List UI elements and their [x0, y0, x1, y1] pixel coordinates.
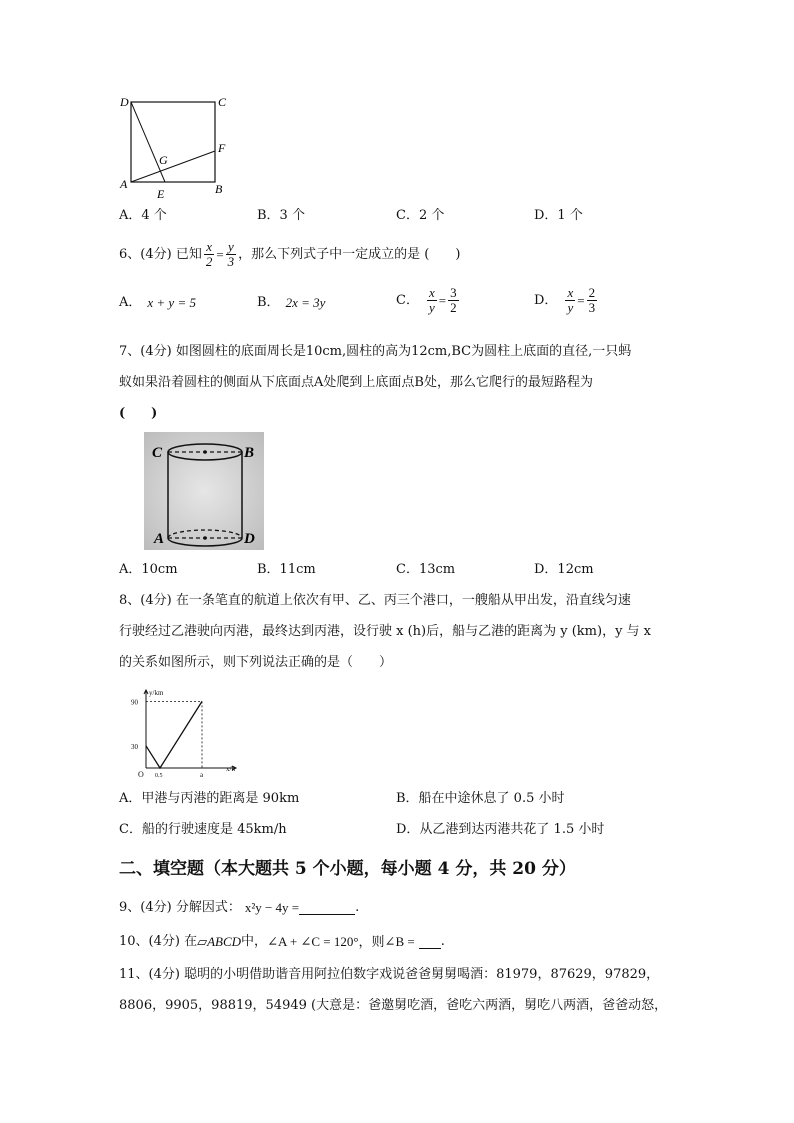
- q5-option-b[interactable]: B．3 个: [257, 208, 305, 223]
- q6-option-a[interactable]: A． x + y = 5: [119, 295, 196, 310]
- cyl-label-A: A: [154, 531, 165, 547]
- q9-stem: 9、(4分) 分解因式： x²y − 4y = .: [119, 900, 360, 915]
- q8-option-a[interactable]: A．甲港与丙港的距离是 90km: [119, 791, 300, 806]
- q8-line-1: 8、(4分) 在一条笔直的航道上依次有甲、乙、丙三个港口，一艘船从甲出发，沿直线匀速: [119, 593, 631, 608]
- label-A: A: [120, 177, 128, 191]
- label-D: D: [120, 95, 129, 109]
- q10-stem: 10、(4分) 在 ▱ABCD 中， ∠A + ∠C = 120°，则∠B = .: [119, 934, 445, 949]
- q7-line-3: ( ): [119, 406, 158, 421]
- q7-line-2: 蚁如果沿着圆柱的侧面从下底面点A处爬到上底面点B处，那么它爬行的最短路程为: [119, 375, 593, 390]
- y-axis-label: y/km: [149, 689, 164, 697]
- q9-answer-blank[interactable]: [299, 902, 355, 915]
- square-figure: [116, 94, 236, 206]
- q7-option-d[interactable]: D．12cm: [534, 562, 594, 577]
- q7-option-b[interactable]: B．11cm: [257, 562, 316, 577]
- q6-stem: 6、(4分) 已知 $\frac{x}{2}$ = $\frac{y}{3}$ ，那么下列式子中一定成立的是 ( ): [119, 239, 461, 269]
- q8-distance-chart: [130, 686, 240, 778]
- q8-line-3: 的关系如图所示，则下列说法正确的是（ ）: [119, 655, 393, 670]
- x-tick-a: a: [200, 771, 204, 778]
- cylinder-figure: [144, 432, 264, 550]
- q7-line-1: 7、(4分) 如图圆柱的底面周长是10cm,圆柱的高为12cm,BC为圆柱上底面的直径,一只蚂: [119, 344, 632, 359]
- q8-option-d[interactable]: D．从乙港到达丙港共花了 1.5 小时: [396, 822, 605, 837]
- q10-answer-blank[interactable]: [419, 936, 441, 949]
- label-E: E: [157, 187, 165, 201]
- q6-option-c[interactable]: C． $\frac{x}{y}$ = $\frac{3}{2}$: [396, 285, 457, 315]
- q11-line-1: 11、(4分) 聪明的小明借助谐音用阿拉伯数字戏说爸爸舅舅喝酒：81979，87629，97829，: [119, 967, 660, 982]
- series-line: [146, 701, 202, 768]
- q6-option-d[interactable]: D． $\frac{x}{y}$ = $\frac{2}{3}$: [534, 285, 596, 315]
- y-tick-30: 30: [131, 742, 138, 751]
- q5-option-c[interactable]: C．2 个: [396, 208, 445, 223]
- label-F: F: [218, 141, 226, 155]
- q7-option-c[interactable]: C．13cm: [396, 562, 456, 577]
- q8-option-c[interactable]: C．船的行驶速度是 45km/h: [119, 822, 287, 837]
- q11-line-2: 8806，9905，98819，54949 (大意是：爸邀舅吃酒，爸吃六两酒，舅吃八两酒，爸爸动怒，: [119, 998, 668, 1013]
- cyl-label-D: D: [244, 531, 255, 547]
- x-tick-origin: O: [138, 770, 144, 778]
- q8-line-2: 行驶经过乙港驶向丙港，最终达到丙港，设行驶 x (h)后，船与乙港的距离为 y (km)，y 与 x: [119, 624, 652, 639]
- label-C: C: [218, 95, 227, 109]
- cyl-label-C: C: [152, 445, 163, 461]
- q8-option-b[interactable]: B．船在中途休息了 0.5 小时: [396, 791, 565, 806]
- q5-option-d[interactable]: D．1 个: [534, 208, 583, 223]
- q6-suffix: ，那么下列式子中一定成立的是 ( ): [238, 246, 461, 262]
- label-G: G: [159, 153, 168, 167]
- label-B: B: [215, 182, 223, 196]
- cyl-label-B: B: [244, 445, 255, 461]
- q5-option-a[interactable]: A．4 个: [119, 208, 167, 223]
- q6-option-b[interactable]: B． 2x = 3y: [257, 295, 326, 310]
- q7-option-a[interactable]: A．10cm: [119, 562, 178, 577]
- y-tick-90: 90: [131, 698, 138, 707]
- x-tick-0.5: 0.5: [155, 773, 163, 778]
- x-axis-label: x/h: [226, 765, 235, 773]
- q6-fraction-x-2: $\frac{x}{2}$: [205, 239, 213, 269]
- q6-fraction-y-3: $\frac{y}{3}$: [227, 239, 235, 269]
- section-fill-in-title: 二、填空题（本大题共 5 个小题，每小题 4 分，共 20 分）: [119, 859, 576, 879]
- q6-prefix: 6、(4分) 已知: [119, 246, 202, 262]
